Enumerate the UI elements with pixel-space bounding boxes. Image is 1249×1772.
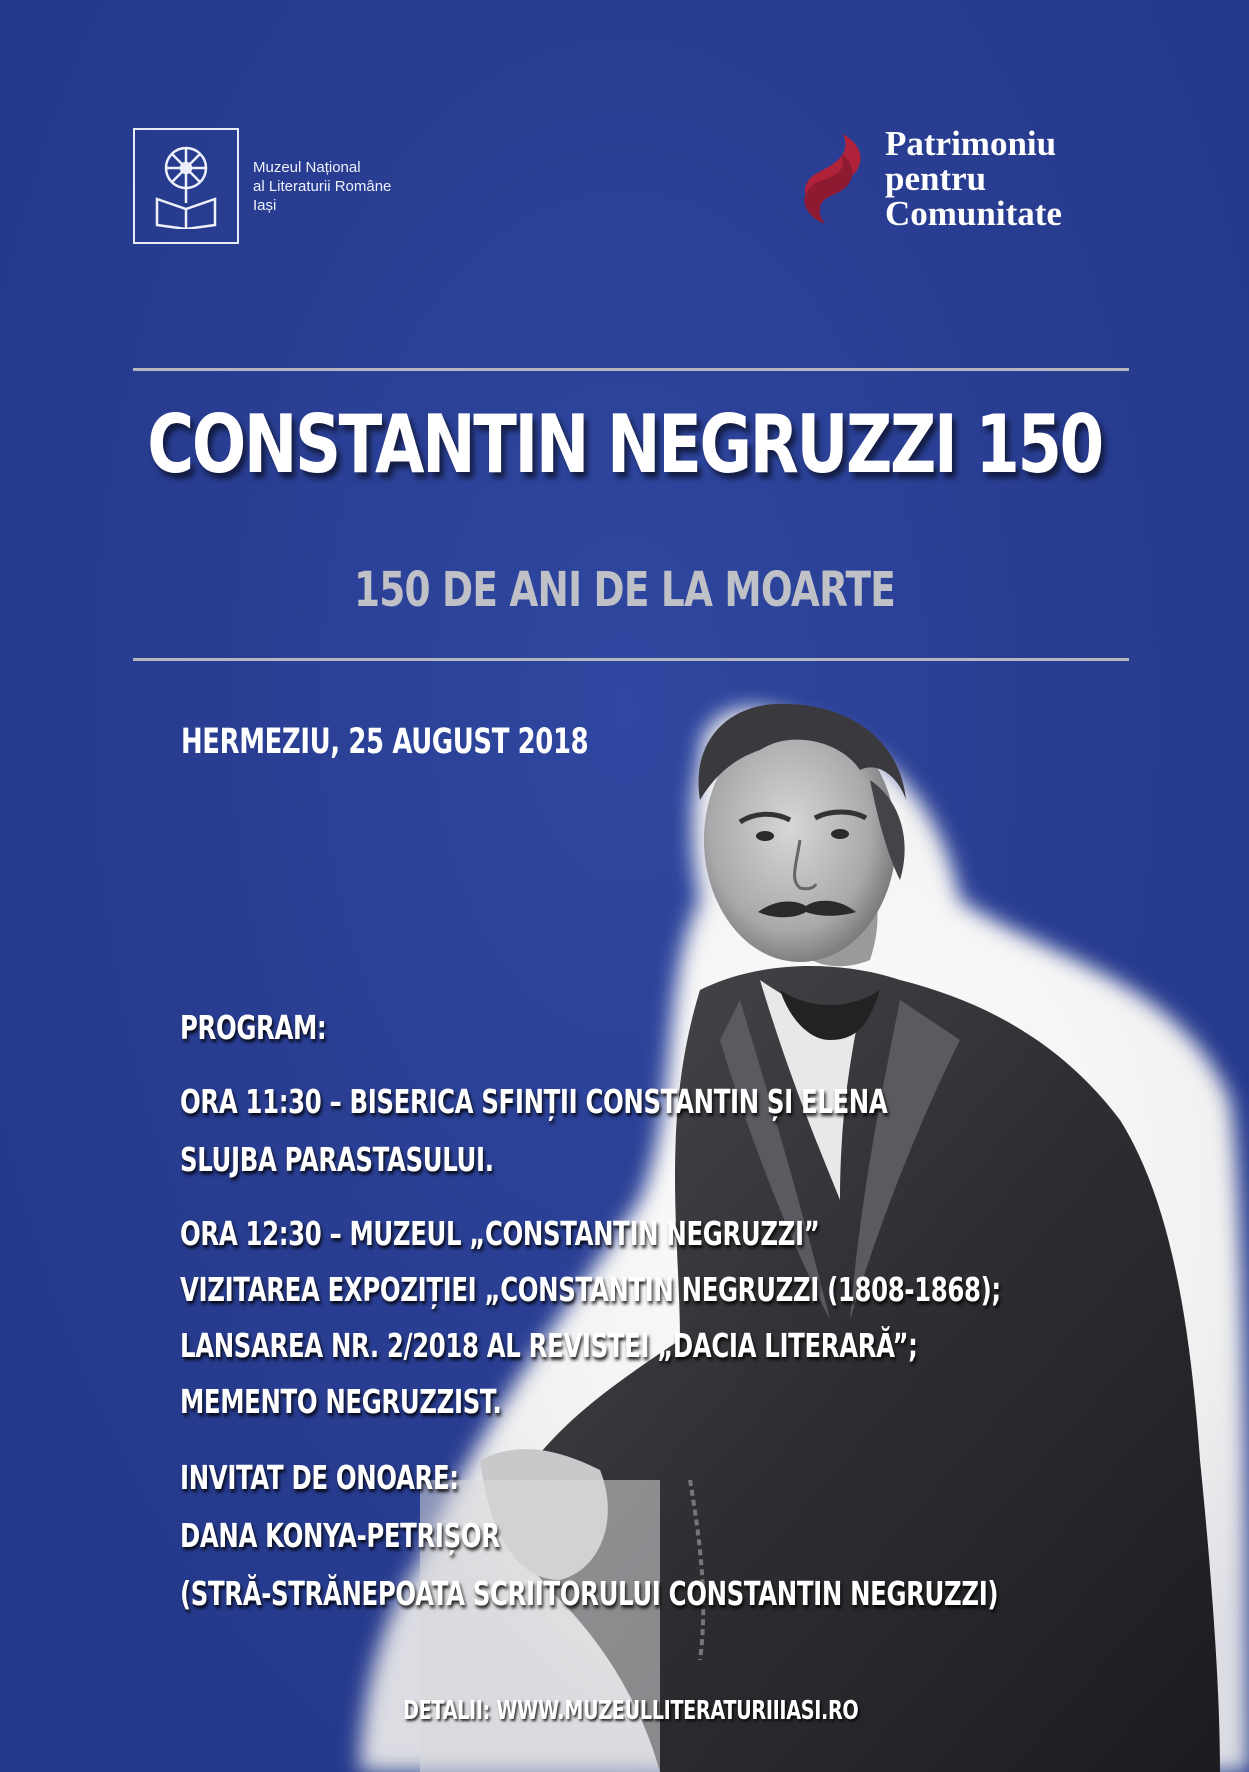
museum-name-line-1: Muzeul Național — [253, 158, 361, 176]
poster-title: CONSTANTIN NEGRUZZI 150 — [147, 398, 1102, 491]
program-item-1-title: ORA 11:30 – BISERICA SFINȚII CONSTANTIN ȘI ELENA — [180, 1082, 888, 1121]
top-divider — [133, 368, 1129, 371]
event-date-location: HERMEZIU, 25 AUGUST 2018 — [181, 722, 589, 762]
program-item-2-line-1: VIZITAREA EXPOZIȚIEI „CONSTANTIN NEGRUZZI (1808-1868); — [180, 1270, 1001, 1309]
partner-name-line-1: Patrimoniu — [885, 124, 1057, 163]
program-item-2-title: ORA 12:30 – MUZEUL „CONSTANTIN NEGRUZZI” — [180, 1214, 820, 1253]
guest-note: (STRĂ-STRĂNEPOATA SCRIITORULUI CONSTANTIN NEGRUZZI) — [180, 1574, 999, 1613]
guest-name: DANA KONYA-PETRIȘOR — [180, 1516, 500, 1555]
bottom-divider — [133, 658, 1129, 661]
partner-name-line-2: pentru — [885, 159, 987, 198]
program-item-2-line-2: LANSAREA NR. 2/2018 AL REVISTEI „DACIA LITERARĂ”; — [180, 1326, 918, 1365]
partner-name-line-3: Comunitate — [885, 194, 1062, 233]
guest-heading: INVITAT DE ONOARE: — [180, 1458, 459, 1497]
museum-name-line-2: al Literaturii Române — [253, 177, 392, 195]
poster-subtitle: 150 DE ANI DE LA MOARTE — [353, 562, 896, 618]
program-item-2-line-3: MEMENTO NEGRUZZIST. — [180, 1382, 502, 1421]
details-website: DETALII: WWW.MUZEULLITERATURIIIASI.RO — [403, 1696, 859, 1726]
program-heading: PROGRAM: — [180, 1008, 327, 1047]
museum-name-line-3: Iași — [253, 196, 277, 214]
program-item-1-desc: SLUJBA PARASTASULUI. — [180, 1140, 494, 1179]
